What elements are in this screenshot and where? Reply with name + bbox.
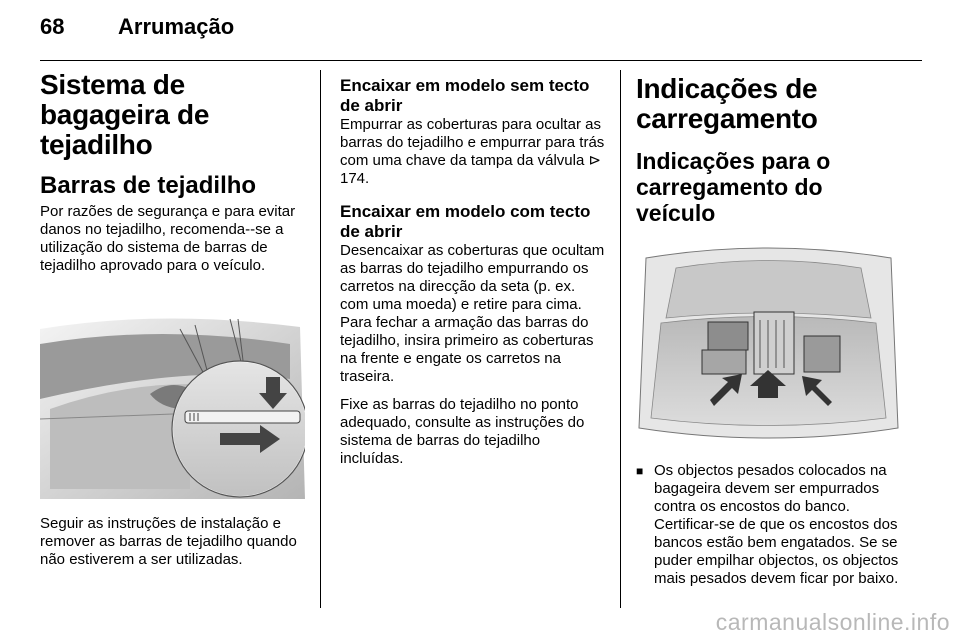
watermark: carmanualsonline.info <box>715 609 950 635</box>
paragraph: Empurrar as coberturas para ocultar as barras do tejadilho e empurrar para trás com uma chave da tampa da válvula ⊳ 174. <box>340 116 605 187</box>
paragraph: Seguir as instruções de instalação e remover as barras de tejadilho quando não estiverem a ser utilizadas. <box>40 515 297 568</box>
column-2 <box>340 76 605 468</box>
list-item: ■ Os objectos pesados colocados na bagageira devem ser empurrados contra os encostos do banco. Certificar-se de que os encostos dos bancos estão bem engatados. Se se puder empilhar objectos, os objectos mais pesados devem ficar por baixo. <box>636 462 899 587</box>
subsection-title: Indicações para o carregamento do veículo <box>636 148 831 226</box>
section-title: Indicações de carregamento <box>636 73 818 134</box>
column-1 <box>40 70 305 569</box>
car-roof-svg <box>40 289 305 499</box>
page-header <box>40 14 920 44</box>
trunk-svg <box>636 238 901 448</box>
column-divider <box>620 70 621 608</box>
paragraph: Por razões de segurança e para evitar danos no tejadilho, recomenda--se a utilização do sistema de barras de tejadilho aprovado para o veículo. <box>40 203 296 274</box>
column-3 <box>636 70 906 588</box>
paragraph: Desencaixar as coberturas que ocultam as barras do tejadilho empurrando os carretos na direcção da seta (p. ex. com uma moeda) e retire para cima. Para fechar a armação das barras do tejadilho, insira primeiro as coberturas na frente e engate os carretos na traseira. <box>340 242 605 385</box>
column-divider <box>320 70 321 608</box>
header-rule <box>40 60 922 61</box>
section-title: Sistema de bagageira de tejadilho <box>40 69 210 160</box>
subsection-title: Barras de tejadilho <box>40 172 257 199</box>
page-number: 68 <box>40 14 65 39</box>
paragraph: Fixe as barras do tejadilho no ponto adequado, consulte as instruções do sistema de barras do tejadilho incluídas. <box>340 396 585 467</box>
subsection-heading: Encaixar em modelo com tecto de abrir <box>340 202 591 241</box>
section-name: Arrumação <box>118 14 235 39</box>
arrow-ref-icon: ⊳ <box>588 152 602 169</box>
square-bullet-icon: ■ <box>636 464 644 478</box>
trunk-loading-illustration <box>636 238 901 448</box>
subsection-heading: Encaixar em modelo sem tecto de abrir <box>340 76 590 115</box>
roof-rack-illustration <box>40 289 305 499</box>
